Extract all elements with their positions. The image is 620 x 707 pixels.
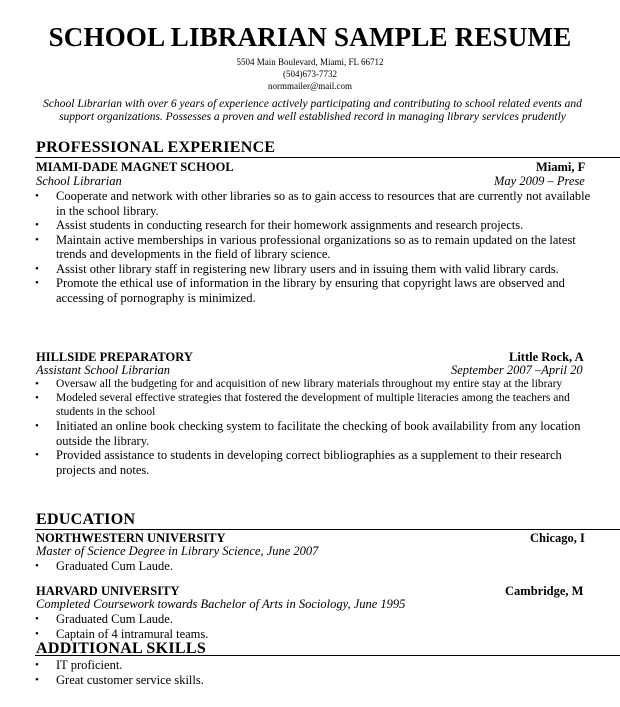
school-bullet-list (0, 559, 596, 574)
contact-email: normmailer@mail.com (267, 81, 352, 91)
job-location: Miami, F (536, 160, 586, 174)
section-heading-education: EDUCATION (36, 511, 136, 528)
bullet-glyph: • (35, 659, 39, 671)
bullet-glyph: • (35, 233, 39, 246)
section-rule-skills (35, 655, 620, 656)
school-location: Cambridge, M (505, 584, 584, 598)
bullet-glyph: • (35, 449, 39, 461)
section-heading-experience: PROFESSIONAL EXPERIENCE (36, 139, 276, 156)
list-item (0, 218, 596, 233)
list-item (0, 448, 596, 477)
list-item (0, 391, 596, 419)
bullet-text: Assist students in conducting research for their homework assignments and research projects. (56, 218, 524, 232)
school-degree: Completed Coursework towards Bachelor of Arts in Sociology, June 1995 (36, 597, 406, 611)
school-name: NORTHWESTERN UNIVERSITY (36, 531, 226, 545)
bullet-glyph: • (35, 277, 39, 289)
list-item (0, 673, 596, 688)
bullet-glyph: • (35, 627, 39, 640)
bullet-glyph: • (35, 262, 39, 275)
list-item (0, 559, 596, 574)
bullet-glyph: • (35, 190, 39, 202)
bullet-text: Cooperate and network with other libraries so as to gain access to resources that are currently not available in the school library. (56, 189, 591, 218)
bullet-text: Provided assistance to students in developing correct bibliographies as a supplement to their research projects and notes. (56, 448, 562, 477)
section-rule-experience (35, 157, 620, 158)
skill-text: IT proficient. (56, 658, 123, 672)
list-item (0, 189, 596, 218)
bullet-glyph: • (35, 673, 39, 686)
job-bullet-list (0, 189, 596, 305)
list-item (0, 276, 596, 305)
list-item (0, 612, 596, 627)
bullet-text: Initiated an online book checking system to facilitate the checking of book availability from any location outside the library. (56, 419, 581, 448)
skill-text: Great customer service skills. (56, 672, 204, 687)
list-item (0, 627, 596, 642)
bullet-text: Assist other library staff in registering new library users and in issuing them with valid library cards. (56, 261, 559, 276)
bullet-glyph: • (35, 560, 39, 572)
job-bullet-list (0, 377, 596, 477)
bullet-text: Graduated Cum Laude. (56, 612, 173, 626)
section-heading-skills: ADDITIONAL SKILLS (36, 640, 207, 657)
list-item (0, 658, 596, 673)
bullet-text: Modeled several effective strategies that fostered the development of multiple literacies among the teachers and students in the school (56, 392, 570, 418)
job-dates: September 2007 –April 20 (451, 363, 583, 377)
bullet-glyph: • (35, 392, 39, 404)
bullet-text: Oversaw all the budgeting for and acquisition of new library materials throughout my entire stay at the library (56, 378, 563, 390)
skills-list (0, 658, 596, 687)
school-name: HARVARD UNIVERSITY (36, 584, 180, 598)
school-degree: Master of Science Degree in Library Science, June 2007 (36, 544, 319, 558)
resume-title: SCHOOL LIBRARIAN SAMPLE RESUME (48, 22, 572, 52)
job-dates: May 2009 – Prese (494, 174, 585, 188)
contact-phone: (504)673-7732 (283, 69, 337, 79)
list-item (0, 233, 596, 262)
bullet-glyph: • (35, 378, 39, 390)
bullet-glyph: • (35, 613, 39, 625)
bullet-text: Graduated Cum Laude. (56, 559, 173, 573)
job-org: MIAMI-DADE MAGNET SCHOOL (36, 160, 234, 174)
job-location: Little Rock, A (509, 350, 584, 364)
job-role: Assistant School Librarian (36, 363, 171, 377)
contact-address: 5504 Main Boulevard, Miami, FL 66712 (236, 57, 384, 67)
bullet-text: Maintain active memberships in various professional organizations so as to remain updated on the latest trends and developments in the field of library science. (56, 232, 576, 261)
bullet-glyph: • (35, 219, 39, 231)
bullet-text: Captain of 4 intramural teams. (56, 626, 209, 641)
bullet-glyph: • (35, 420, 39, 432)
list-item (0, 419, 596, 448)
list-item (0, 377, 596, 391)
professional-summary: School Librarian with over 6 years of experience actively participating and contributing to school related events and support organizations. Possesses a proven and well established record in managing library services prudently (43, 98, 582, 123)
school-location: Chicago, I (530, 531, 585, 545)
section-rule-education (35, 529, 620, 530)
bullet-text: Promote the ethical use of information in the library by ensuring that copyright laws are observed and accessing of pornography is minimized. (56, 276, 565, 305)
job-org: HILLSIDE PREPARATORY (36, 350, 193, 364)
school-bullet-list (0, 612, 596, 641)
job-role: School Librarian (36, 174, 122, 188)
list-item (0, 262, 596, 277)
